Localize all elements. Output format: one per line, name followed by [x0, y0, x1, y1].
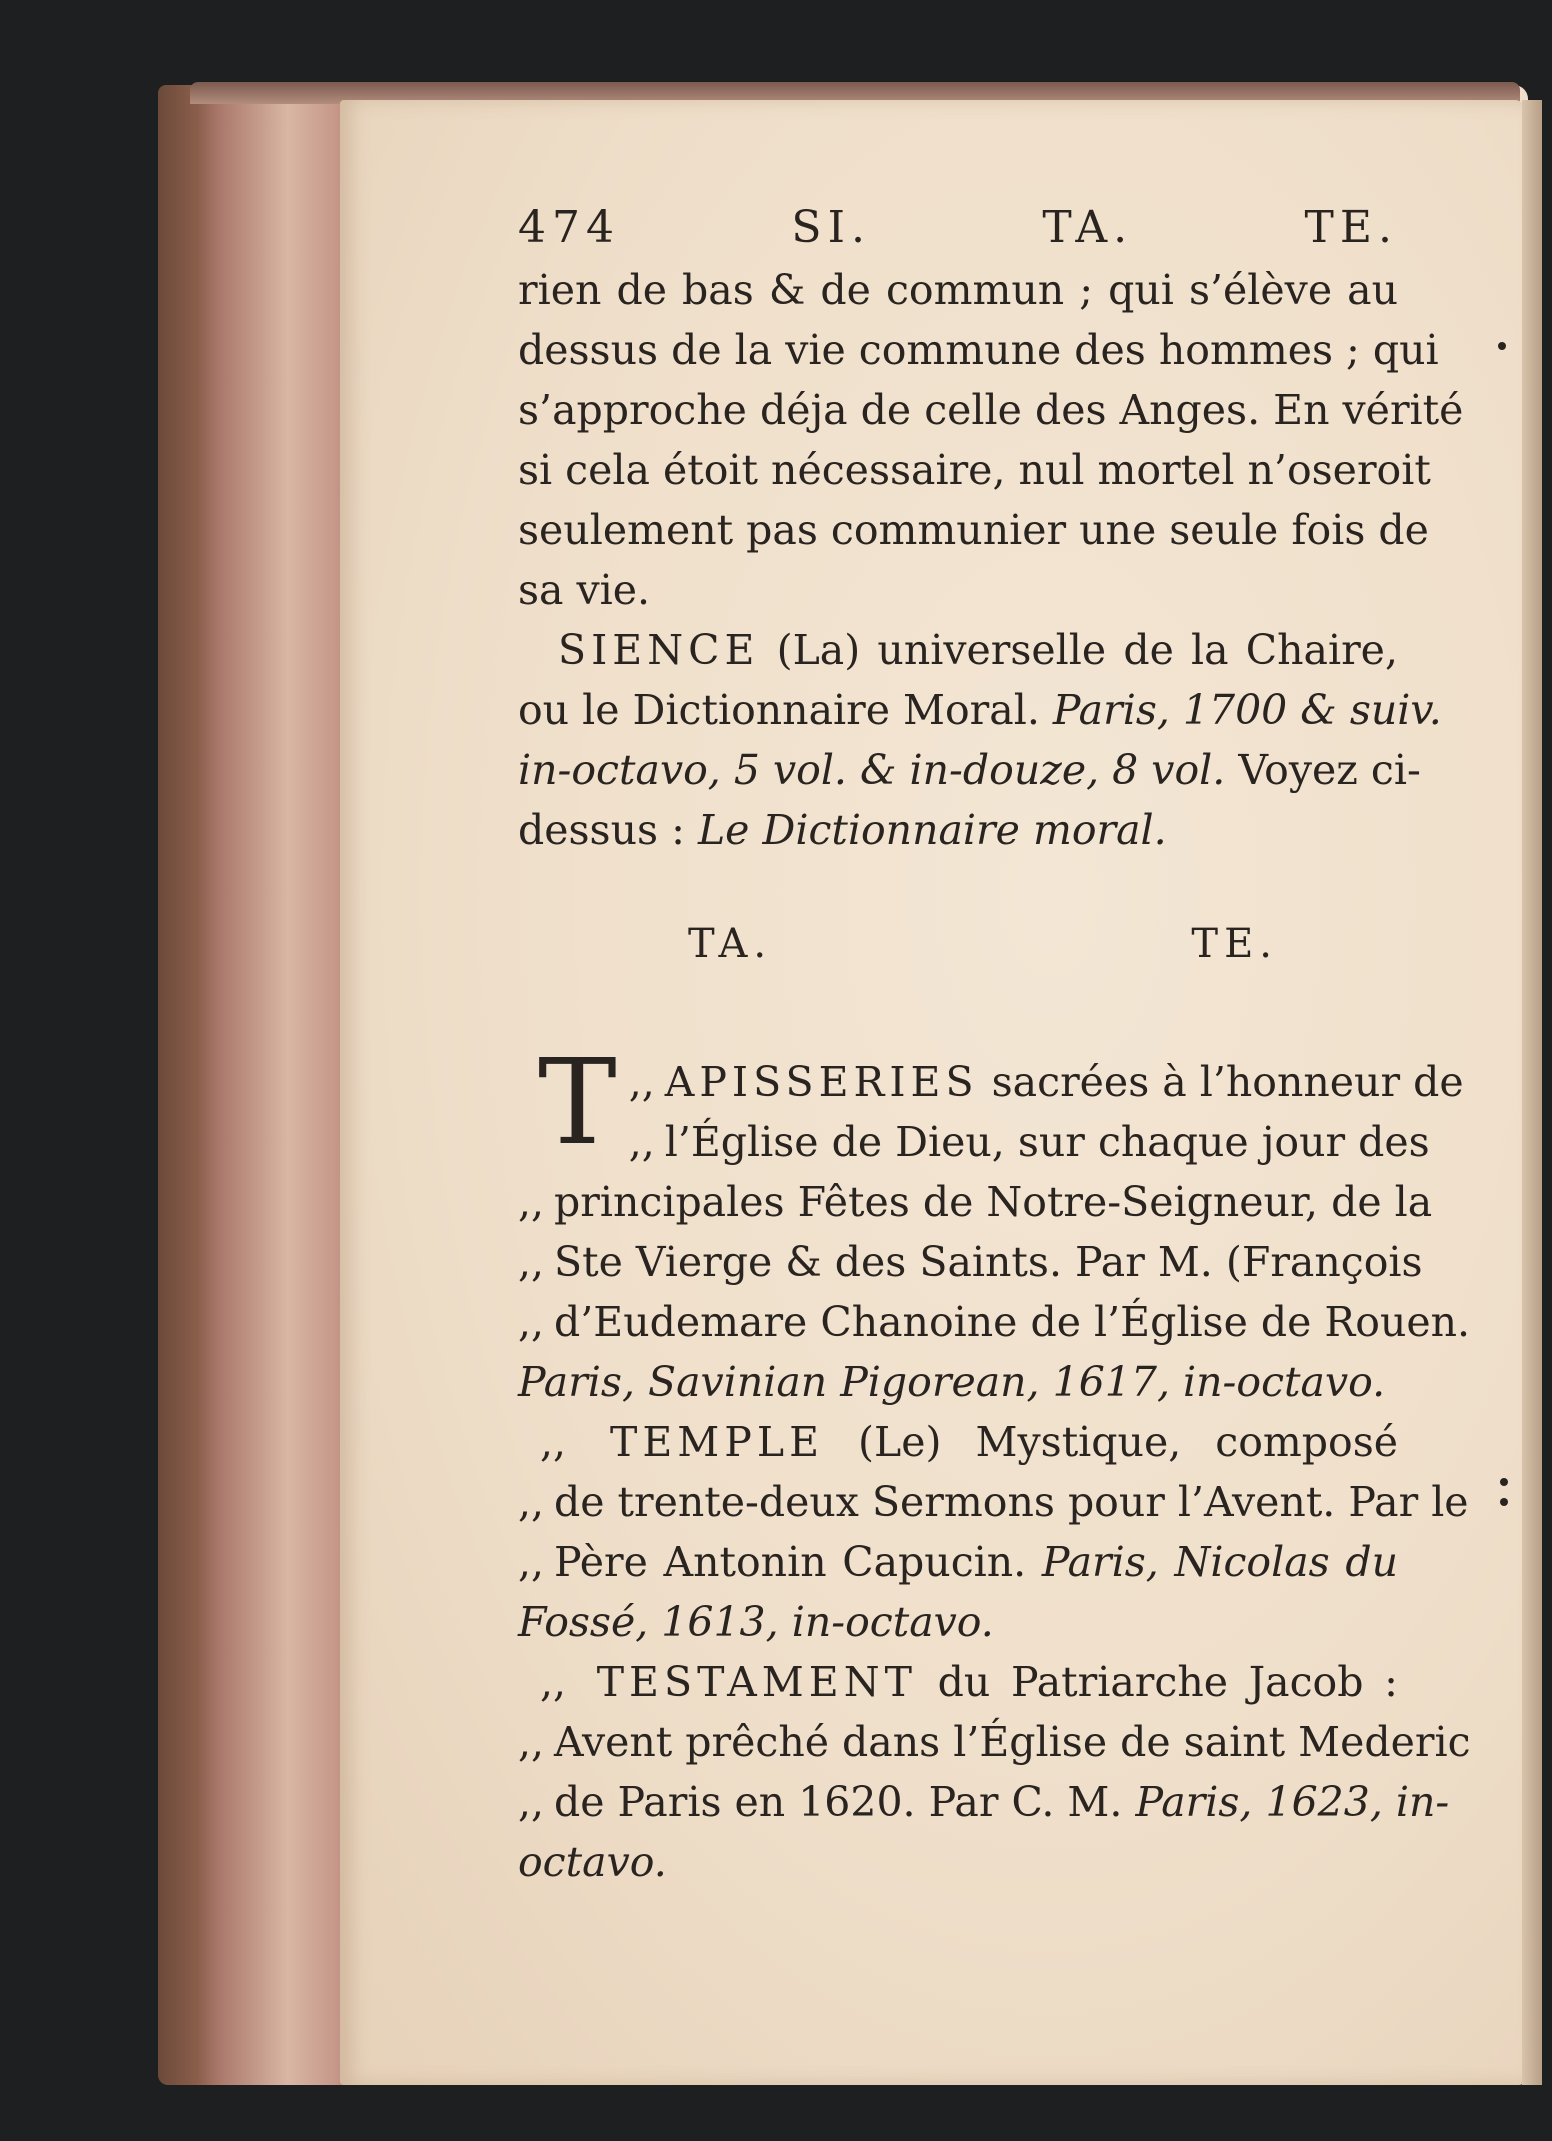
entry-title: TESTAMENT	[596, 1658, 917, 1706]
text-line: ,, de Paris en 1620. Par C. M. Paris, 1623, in-	[518, 1772, 1398, 1832]
entry-title: SIENCE	[558, 626, 760, 674]
paragraph-continued	[518, 260, 1464, 620]
text-line: ,, T APISSERIES sacrées à l’honneur de	[538, 1033, 1464, 1171]
text-line: in-octavo, 5 vol. & in-douze, 8 vol. Voyez ci-	[518, 746, 1421, 794]
entry-testament	[518, 1652, 1471, 1892]
text-line: ,, Ste Vierge & des Saints. Par M. (François	[518, 1232, 1398, 1292]
page-fore-edge	[1522, 100, 1542, 2085]
text-line: octavo.	[518, 1838, 667, 1886]
text-line: seulement pas communier une seule fois de	[518, 506, 1429, 554]
section-heading-left: TA.	[688, 921, 773, 967]
quote-mark: ,,	[518, 1538, 545, 1586]
quote-mark: ,,	[518, 1778, 545, 1826]
quote-mark: ,,	[518, 1238, 545, 1286]
text-line: ,, Avent prêché dans l’Église de saint Mederic	[518, 1712, 1398, 1772]
text-line: ,, d’Eudemare Chanoine de l’Église de Rouen.	[518, 1292, 1398, 1352]
text-line: ,, principales Fêtes de Notre-Seigneur, de la	[518, 1172, 1398, 1232]
text-line: ,, Père Antonin Capucin. Paris, Nicolas du	[518, 1532, 1398, 1592]
text-line: ,, TEMPLE (Le) Mystique, composé	[518, 1412, 1398, 1472]
text-line: ou le Dictionnaire Moral. Paris, 1700 & suiv.	[518, 686, 1442, 734]
section-heading-right: TE.	[1191, 921, 1278, 967]
quote-mark: ,,	[518, 1718, 545, 1766]
ink-spot	[1500, 1498, 1508, 1506]
running-head-te: TE.	[1304, 202, 1398, 253]
running-head-ta: TA.	[1042, 202, 1134, 253]
entry-temple	[518, 1412, 1469, 1652]
text-line: ,, de trente-deux Sermons pour l’Avent. Par le	[518, 1472, 1398, 1532]
quote-mark: ,,	[628, 1118, 655, 1166]
quote-mark: ,,	[518, 1298, 545, 1346]
text-line: s’approche déja de celle des Anges. En vérité	[518, 386, 1464, 434]
entry-title: TEMPLE	[610, 1418, 825, 1466]
text-line: SIENCE (La) universelle de la Chaire,	[558, 626, 1398, 674]
ink-spot	[1498, 342, 1506, 350]
text-line: Paris, Savinian Pigorean, 1617, in-octavo.	[518, 1358, 1386, 1406]
drop-cap: T	[538, 1033, 617, 1171]
section-heading	[518, 914, 1398, 974]
quote-mark: ,,	[518, 1178, 545, 1226]
quote-mark: ,,	[628, 1058, 655, 1106]
running-header	[518, 198, 1398, 258]
text-line: ,, TESTAMENT du Patriarche Jacob :	[518, 1652, 1398, 1712]
text-line: sa vie.	[518, 566, 651, 614]
quote-mark: ,,	[540, 1418, 567, 1466]
page-number: 474	[518, 202, 620, 253]
text-line: dessus : Le Dictionnaire moral.	[518, 806, 1167, 854]
text-line: Fossé, 1613, in-octavo.	[518, 1598, 994, 1646]
ink-spot	[1500, 1478, 1508, 1486]
entry-sience	[518, 620, 1442, 860]
text-line: ,, l’Église de Dieu, sur chaque jour des	[518, 1112, 1398, 1172]
entry-tapisseries	[518, 1033, 1471, 1412]
text-line: rien de bas & de commun ; qui s’élève au	[518, 266, 1398, 314]
quote-mark: ,,	[540, 1658, 567, 1706]
text-line: dessus de la vie commune des hommes ; qui	[518, 326, 1439, 374]
quote-mark: ,,	[518, 1478, 545, 1526]
page-text	[518, 198, 1471, 1892]
entry-title: APISSERIES	[664, 1058, 979, 1106]
text-line: si cela étoit nécessaire, nul mortel n’oseroit	[518, 446, 1431, 494]
running-head-si: SI.	[791, 202, 871, 253]
